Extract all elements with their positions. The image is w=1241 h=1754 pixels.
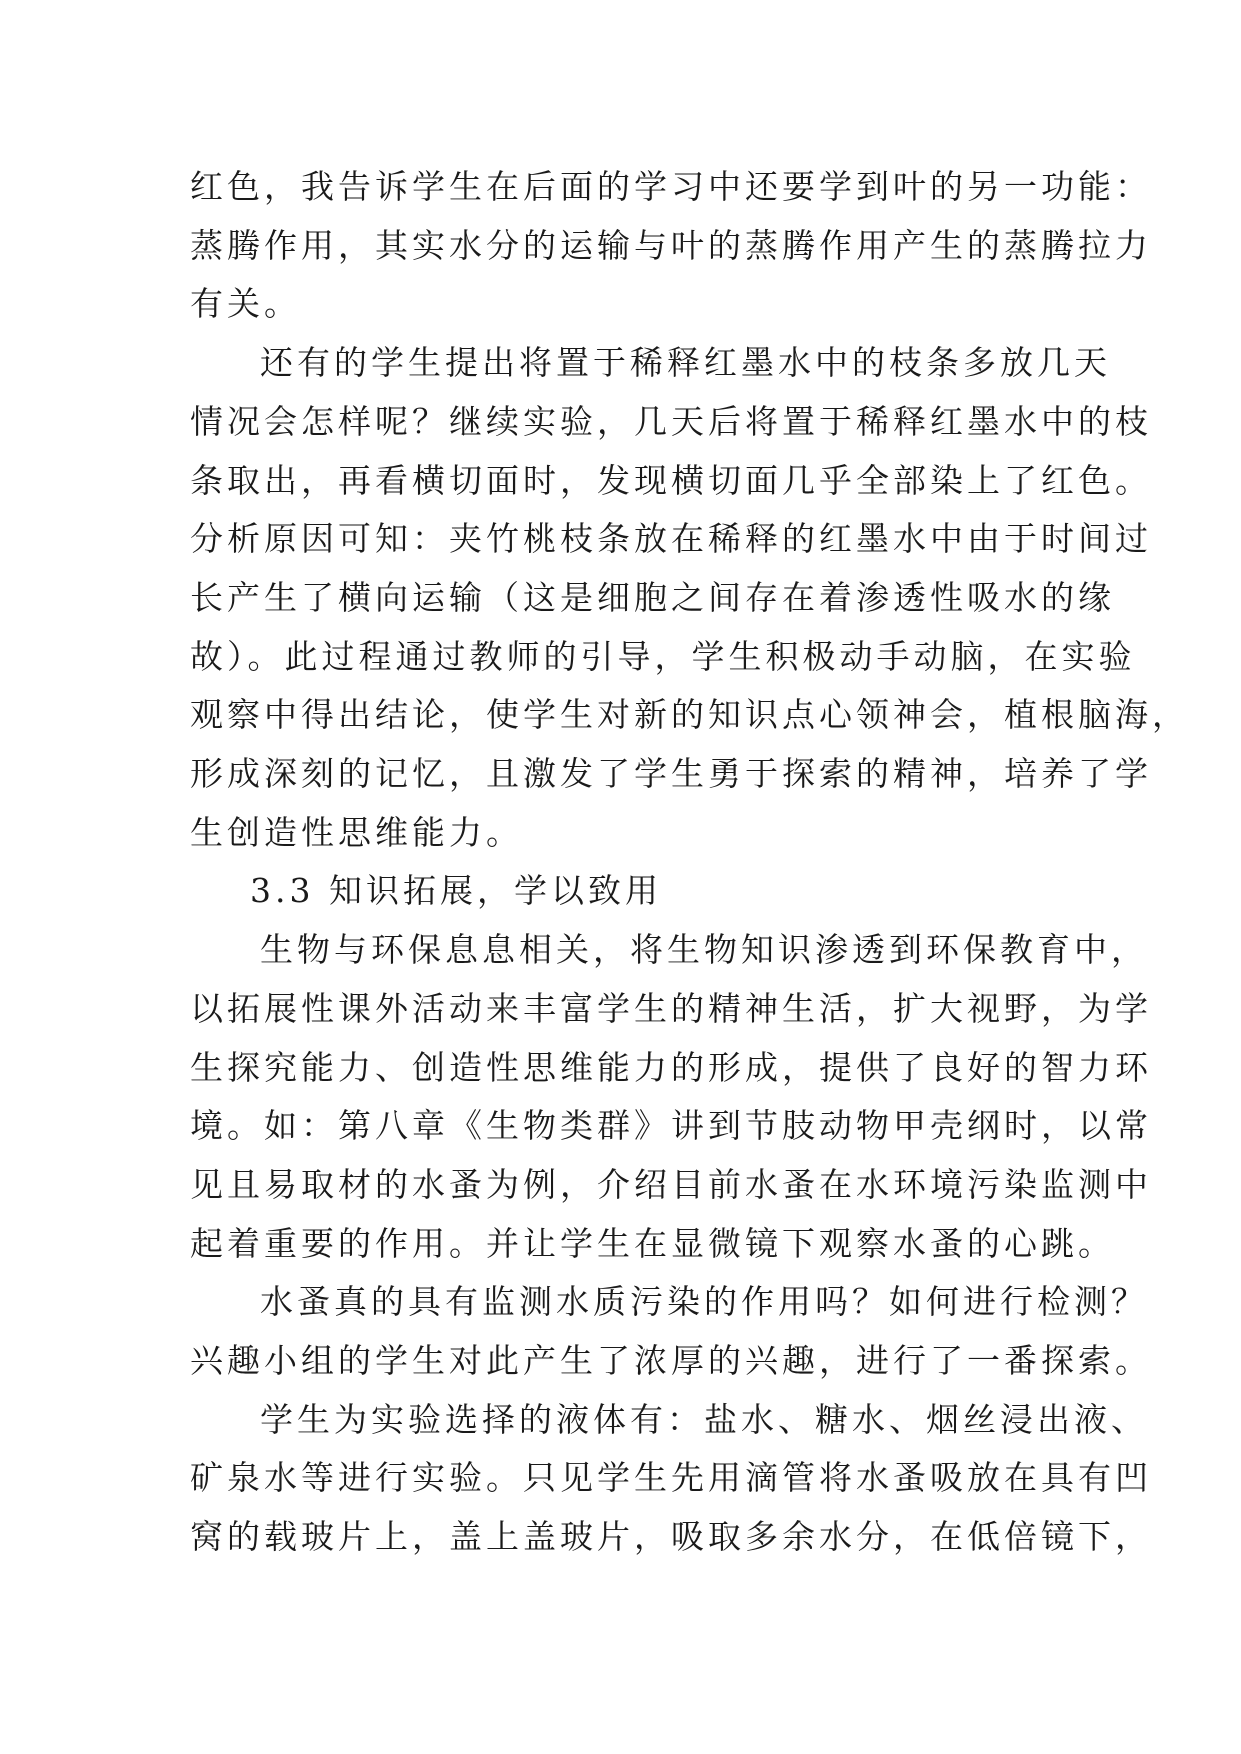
text-line: 有关。: [190, 284, 301, 324]
text-line: 生创造性思维能力。: [190, 812, 523, 852]
text-line: 见且易取材的水蚤为例，介绍目前水蚤在水环境污染监测中: [190, 1164, 1152, 1204]
text-line: 蒸腾作用，其实水分的运输与叶的蒸腾作用产生的蒸腾拉力: [190, 225, 1152, 265]
text-line: 形成深刻的记忆，且激发了学生勇于探索的精神，培养了学: [190, 754, 1152, 794]
text-line: 长产生了横向运输（这是细胞之间存在着渗透性吸水的缘: [190, 577, 1115, 617]
text-line: 生物与环保息息相关，将生物知识渗透到环保教育中，: [260, 930, 1148, 970]
text-line: 水蚤真的具有监测水质污染的作用吗？如何进行检测？: [260, 1282, 1148, 1322]
text-line: 条取出，再看横切面时，发现横切面几乎全部染上了红色。: [190, 460, 1152, 500]
text-line: 境。如：第八章《生物类群》讲到节肢动物甲壳纲时，以常: [190, 1106, 1152, 1146]
text-line: 故）。此过程通过教师的引导，学生积极动手动脑，在实验: [190, 636, 1136, 676]
section-heading: 3.3 知识拓展，学以致用: [250, 871, 662, 911]
text-line: 学生为实验选择的液体有：盐水、糖水、烟丝浸出液、: [260, 1399, 1148, 1439]
text-line: 生探究能力、创造性思维能力的形成，提供了良好的智力环: [190, 1047, 1152, 1087]
text-line: 起着重要的作用。并让学生在显微镜下观察水蚤的心跳。: [190, 1223, 1115, 1263]
text-line: 兴趣小组的学生对此产生了浓厚的兴趣，进行了一番探索。: [190, 1341, 1152, 1381]
text-line: 情况会怎样呢？继续实验，几天后将置于稀释红墨水中的枝: [190, 401, 1152, 441]
text-line: 以拓展性课外活动来丰富学生的精神生活，扩大视野，为学: [190, 988, 1152, 1028]
text-line: 分析原因可知：夹竹桃枝条放在稀释的红墨水中由于时间过: [190, 519, 1152, 559]
text-line: 红色，我告诉学生在后面的学习中还要学到叶的另一功能：: [190, 167, 1152, 206]
text-line: 窝的载玻片上，盖上盖玻片，吸取多余水分，在低倍镜下，: [190, 1517, 1152, 1557]
text-line: 观察中得出结论，使学生对新的知识点心领神会，植根脑海，: [190, 695, 1189, 735]
body-text: [190, 158, 1189, 1567]
text-line: 矿泉水等进行实验。只见学生先用滴管将水蚤吸放在具有凹: [190, 1458, 1152, 1498]
text-line: 还有的学生提出将置于稀释红墨水中的枝条多放几天: [260, 343, 1111, 383]
